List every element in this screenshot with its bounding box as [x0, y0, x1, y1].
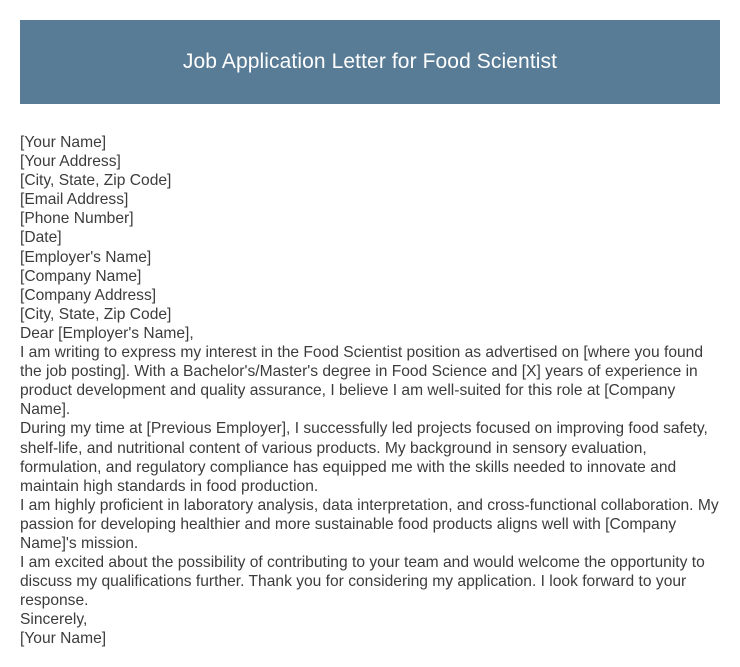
sender-email: [Email Address]	[20, 191, 129, 209]
paragraph-intro: I am writing to express my interest in the Food Scientist position as advertised on [where you found the job posting]. With a Bachelor's/Master's degree in Food Science and [X] years of experience in product development and quality assurance, I believe I am well-suited for this role at [Company Name].	[20, 344, 704, 419]
letter-body	[20, 133, 720, 649]
page-title: Job Application Letter for Food Scientist	[182, 50, 558, 73]
letter-header-banner	[20, 20, 720, 104]
recipient-company-address: [Company Address]	[20, 286, 157, 304]
sender-address: [Your Address]	[20, 153, 121, 171]
recipient-company-name: [Company Name]	[20, 267, 142, 285]
sender-name: [Your Name]	[20, 134, 107, 151]
closing-phrase: Sincerely,	[20, 611, 88, 629]
signature-name: [Your Name]	[20, 630, 107, 648]
sender-phone: [Phone Number]	[20, 210, 134, 228]
paragraph-closing: I am excited about the possibility of contributing to your team and would welcome the opportunity to discuss my qualifications further. Thank you for considering my application. I look forward to your response.	[20, 554, 705, 610]
paragraph-experience: During my time at [Previous Employer], I successfully led projects focused on improving food safety, shelf-life, and nutritional content of various products. My background in sensory evaluation, formulation, and regulatory compliance has equipped me with the skills needed to innovate and maintain high standards in food production.	[20, 420, 708, 495]
paragraph-skills: I am highly proficient in laboratory analysis, data interpretation, and cross-functional collaboration. My passion for developing healthier and more sustainable food products aligns well with [Company Name]'s mission.	[20, 496, 719, 552]
recipient-employer-name: [Employer's Name]	[20, 248, 152, 266]
recipient-city-state-zip: [City, State, Zip Code]	[20, 305, 172, 323]
sender-city-state-zip: [City, State, Zip Code]	[20, 172, 172, 190]
letter-date: [Date]	[20, 229, 62, 247]
salutation: Dear [Employer's Name],	[20, 324, 194, 342]
